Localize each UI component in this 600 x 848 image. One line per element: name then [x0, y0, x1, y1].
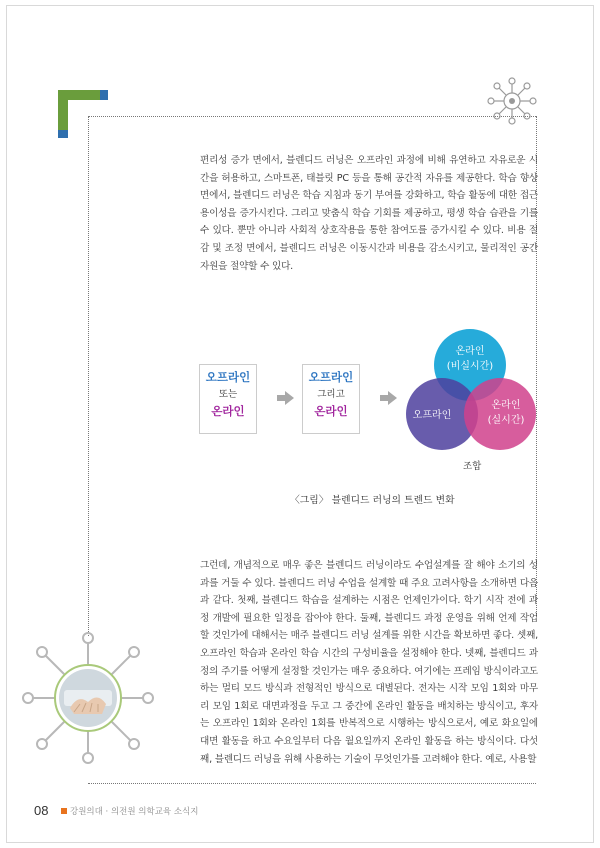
corner-accent-blue [100, 90, 108, 100]
corner-accent-blue-bottom [58, 130, 68, 138]
figure-caption: 〈그림〉 블렌디드 러닝의 트렌드 변화 [290, 495, 455, 506]
corner-accent-green-horizontal [58, 90, 102, 100]
venn-diagram [398, 322, 540, 454]
box2-offline-label: 오프라인 [308, 370, 354, 384]
dotted-frame-top [88, 116, 536, 117]
box2-online-label: 온라인 [314, 404, 348, 418]
publication-title: 강원의대 · 의전원 의학교육 소식지 [70, 807, 199, 817]
molecule-deco-icon [482, 76, 542, 126]
dotted-frame-bottom [88, 783, 536, 784]
dotted-frame-left [88, 116, 89, 636]
box2-and-label: 그리고 [317, 389, 345, 400]
arrow-right-icon-2 [388, 391, 397, 405]
combination-label: 조합 [463, 461, 482, 472]
figure-box-and [302, 364, 360, 434]
body-paragraph-top: 편리성 증가 면에서, 블렌디드 러닝은 오프라인 과정에 비해 유연하고 자유로운 시간을 허용하고, 스마트폰, 태블릿 PC 등을 통해 공간적 자유를 제공한다. 학습 향상 면에서, 블렌디드 러닝은 학습 지침과 동기 부여를 강화하고, 학습 활동에 대한 접근 용이성을 증가시킨다. 그리고 맞춤식 학습 기회를 제공하고, 평생 학습 습관을 기를 수 있다. 뿐만 아니라 사회적 상호작용을 통한 참여도를 증가시킬 수 있다. 비용 절감 및 조정 면에서, 블렌디드 러닝은 이동시간과 비용을 감소시키고, 물리적인 공간 자원을 절약할 수 있다. [200, 155, 538, 272]
box1-or-label: 또는 [218, 389, 238, 400]
box1-online-label: 온라인 [211, 404, 245, 418]
venn-left-label: 오프라인 [412, 410, 452, 421]
venn-circle-sync-online [464, 378, 536, 450]
venn-top-label-1: 온라인 [455, 346, 485, 357]
footer-square-icon [61, 808, 67, 814]
arrow-right-icon [285, 391, 294, 405]
figure-box-or [199, 364, 257, 434]
venn-right-label-1: 온라인 [491, 400, 521, 411]
molecule-hands-deco-icon [18, 628, 158, 768]
venn-right-label-2: (실시간) [487, 415, 525, 426]
box1-offline-label: 오프라인 [205, 370, 251, 384]
page-number: 08 [34, 803, 49, 818]
venn-top-label-2: (비실시간) [446, 361, 494, 372]
body-paragraph-bottom: 그런데, 개념적으로 매우 좋은 블렌디드 러닝이라도 수업설계를 잘 해야 소기의 성과를 거둘 수 있다. 블렌디드 러닝 수업을 설계할 때 주요 고려사항을 소개하면 다음과 같다. 첫째, 블렌디드 학습을 설계하는 시점은 언제인가이다. 학기 시작 전에 과정 개발에 필요한 일정을 잡아야 한다. 둘째, 블렌디드 과정 운영을 위해 언제 작업할 것인가에 대해서는 매주 블렌디드 러닝 설계를 위한 시간을 확보하면 좋다. 셋째, 오프라인 학습과 온라인 학습 시간의 구성비율을 설정해야 한다. 넷째, 블렌디드 과정의 주기를 어떻게 설정할 것인가는 매우 중요하다. 여기에는 프레임 방식이라고도 하는 멀티 모드 방식과 전형적인 방식으로 대별된다. 전자는 시작 모임 1회와 마무리 모임 1회로 대면과정을 두고 그 중간에 온라인 활동을 배치하는 방식이고, 후자는 오프라인 1회와 온라인 1회를 반복적으로 시행하는 방식으로서, 예로 화요일에 대면 활동을 하고 수요일부터 다음 월요일까지 온라인 활동을 하는 방식이다. 다섯째, 블렌디드 러닝을 위해 사용하는 기술이 무엇인가를 고려해야 한다. 예로, 사용할 [200, 560, 538, 765]
